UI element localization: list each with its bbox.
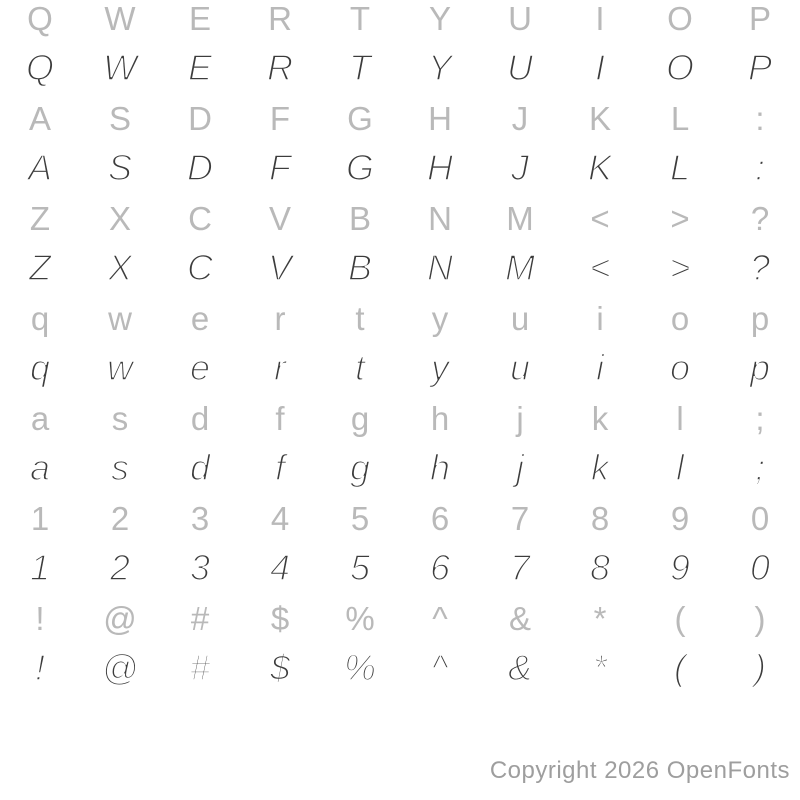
glyph-cell: H: [427, 147, 453, 188]
glyph-cell: D: [187, 147, 213, 188]
glyph-cell: u: [510, 299, 530, 337]
glyph-row-preview-uppercase-home-row: [0, 143, 800, 193]
glyph-cell: 3: [190, 499, 210, 537]
glyph-cell: 5: [350, 499, 370, 537]
glyph-cell: C: [188, 199, 212, 237]
glyph-cell: *: [593, 599, 607, 637]
glyph-cell: >: [669, 247, 691, 288]
copyright-text: Copyright 2026 OpenFonts: [489, 757, 790, 784]
glyph-cell: G: [347, 99, 373, 137]
glyph-cell: y: [431, 347, 449, 388]
glyph-cell: $: [270, 599, 290, 637]
glyph-cell: W: [104, 0, 136, 37]
glyph-cell: 2: [110, 499, 130, 537]
glyph-cell: E: [188, 0, 211, 37]
glyph-row-preview-uppercase-top-row: [0, 43, 800, 93]
glyph-cell: S: [107, 147, 132, 188]
glyph-cell: >: [670, 199, 690, 237]
glyph-cell: s: [111, 447, 129, 488]
glyph-cell: k: [591, 399, 609, 437]
glyph-cell: !: [34, 647, 45, 688]
glyph-cell: 4: [269, 547, 291, 588]
glyph-cell: <: [589, 247, 611, 288]
glyph-cell: V: [267, 247, 292, 288]
glyph-cell: P: [747, 47, 772, 88]
glyph-cell: R: [268, 0, 292, 37]
glyph-cell: C: [187, 247, 213, 288]
glyph-cell: l: [676, 447, 684, 488]
glyph-cell: ^: [431, 647, 449, 688]
glyph-cell: #: [190, 599, 210, 637]
glyph-row-reference-uppercase-bottom-row: [0, 193, 800, 243]
glyph-cell: e: [189, 347, 211, 388]
glyph-row-reference-digits-row: [0, 493, 800, 543]
glyph-row-preview-symbols-row: [0, 643, 800, 693]
glyph-cell: ): [754, 647, 766, 688]
glyph-cell: j: [516, 399, 524, 437]
glyph-cell: 9: [670, 499, 690, 537]
glyph-cell: e: [190, 299, 210, 337]
glyph-cell: @: [103, 599, 137, 637]
glyph-cell: 0: [750, 499, 770, 537]
glyph-cell: p: [750, 299, 770, 337]
glyph-cell: j: [516, 447, 524, 488]
glyph-cell: w: [108, 299, 132, 337]
glyph-cell: g: [350, 399, 370, 437]
glyph-cell: 5: [349, 547, 371, 588]
glyph-cell: M: [506, 199, 534, 237]
glyph-cell: *: [592, 647, 607, 688]
glyph-cell: <: [590, 199, 610, 237]
glyph-cell: h: [430, 399, 450, 437]
glyph-cell: X: [108, 199, 131, 237]
glyph-cell: ;: [755, 399, 765, 437]
glyph-cell: H: [428, 99, 452, 137]
glyph-cell: q: [29, 347, 51, 388]
glyph-cell: :: [754, 147, 765, 188]
glyph-cell: 0: [749, 547, 771, 588]
glyph-cell: w: [107, 347, 133, 388]
glyph-cell: V: [268, 199, 291, 237]
glyph-cell: d: [189, 447, 211, 488]
glyph-cell: k: [591, 447, 609, 488]
glyph-cell: N: [427, 247, 453, 288]
glyph-row-reference-uppercase-home-row: [0, 93, 800, 143]
glyph-cell: 7: [509, 547, 531, 588]
glyph-cell: I: [595, 0, 605, 37]
glyph-row-reference-lowercase-home-row: [0, 393, 800, 443]
glyph-cell: Z: [29, 247, 51, 288]
glyph-cell: u: [509, 347, 531, 388]
glyph-cell: N: [428, 199, 452, 237]
glyph-cell: P: [748, 0, 771, 37]
glyph-cell: O: [667, 0, 693, 37]
glyph-cell: K: [587, 147, 612, 188]
glyph-cell: F: [269, 147, 291, 188]
glyph-cell: U: [508, 0, 532, 37]
glyph-cell: &: [507, 647, 532, 688]
glyph-cell: !: [35, 599, 45, 637]
glyph-cell: i: [596, 299, 604, 337]
glyph-row-reference-symbols-row: [0, 593, 800, 643]
glyph-row-preview-lowercase-top-row: [0, 343, 800, 393]
glyph-cell: s: [111, 399, 129, 437]
glyph-cell: i: [596, 347, 604, 388]
glyph-cell: J: [511, 147, 529, 188]
glyph-cell: O: [665, 47, 694, 88]
glyph-cell: r: [274, 299, 286, 337]
glyph-row-reference-uppercase-top-row: [0, 0, 800, 43]
glyph-cell: Y: [427, 47, 452, 88]
glyph-cell: (: [674, 599, 686, 637]
glyph-cell: L: [669, 147, 691, 188]
glyph-cell: q: [30, 299, 50, 337]
glyph-cell: g: [349, 447, 371, 488]
glyph-cell: o: [670, 299, 690, 337]
glyph-row-reference-lowercase-top-row: [0, 293, 800, 343]
glyph-cell: Q: [27, 0, 53, 37]
glyph-cell: t: [354, 347, 365, 388]
glyph-cell: 6: [430, 499, 450, 537]
glyph-cell: a: [30, 399, 50, 437]
glyph-cell: G: [345, 147, 374, 188]
glyph-cell: 9: [669, 547, 691, 588]
glyph-cell: %: [345, 599, 375, 637]
glyph-cell: 7: [510, 499, 530, 537]
glyph-cell: 8: [589, 547, 611, 588]
glyph-row-preview-digits-row: [0, 543, 800, 593]
glyph-cell: T: [349, 0, 371, 37]
glyph-cell: Z: [29, 199, 51, 237]
glyph-cell: A: [27, 147, 52, 188]
glyph-cell: R: [267, 47, 293, 88]
glyph-cell: f: [274, 447, 285, 488]
glyph-cell: Q: [25, 47, 54, 88]
glyph-cell: @: [101, 647, 139, 688]
glyph-cell: d: [190, 399, 210, 437]
glyph-cell: y: [431, 299, 449, 337]
glyph-cell: X: [107, 247, 132, 288]
glyph-cell: 2: [109, 547, 131, 588]
glyph-cell: F: [269, 99, 291, 137]
glyph-row-preview-uppercase-bottom-row: [0, 243, 800, 293]
glyph-cell: U: [507, 47, 533, 88]
glyph-cell: J: [511, 99, 529, 137]
glyph-cell: A: [28, 99, 51, 137]
glyph-cell: W: [103, 47, 137, 88]
glyph-cell: ?: [750, 199, 770, 237]
glyph-cell: ;: [754, 447, 765, 488]
glyph-cell: h: [429, 447, 451, 488]
glyph-cell: T: [349, 47, 371, 88]
glyph-cell: 3: [189, 547, 211, 588]
glyph-cell: l: [676, 399, 684, 437]
glyph-cell: :: [755, 99, 765, 137]
glyph-cell: Y: [428, 0, 451, 37]
glyph-cell: D: [188, 99, 212, 137]
glyph-cell: &: [508, 599, 531, 637]
glyph-cell: $: [269, 647, 291, 688]
glyph-cell: B: [347, 247, 372, 288]
glyph-cell: p: [749, 347, 771, 388]
glyph-cell: #: [189, 647, 211, 688]
glyph-cell: t: [355, 299, 365, 337]
glyph-cell: 8: [590, 499, 610, 537]
glyph-cell: 4: [270, 499, 290, 537]
glyph-cell: 6: [429, 547, 451, 588]
glyph-cell: r: [274, 347, 286, 388]
glyph-cell: ): [754, 599, 766, 637]
glyph-cell: I: [594, 47, 605, 88]
glyph-cell: ^: [432, 599, 448, 637]
glyph-cell: o: [669, 347, 691, 388]
glyph-row-preview-lowercase-home-row: [0, 443, 800, 493]
glyph-cell: f: [275, 399, 285, 437]
glyph-cell: L: [670, 99, 690, 137]
glyph-cell: K: [588, 99, 611, 137]
glyph-cell: B: [348, 199, 371, 237]
glyph-cell: ?: [749, 247, 771, 288]
glyph-cell: E: [187, 47, 212, 88]
glyph-cell: (: [674, 647, 686, 688]
glyph-cell: a: [29, 447, 51, 488]
glyph-cell: 1: [30, 499, 50, 537]
glyph-cell: S: [108, 99, 131, 137]
glyph-cell: 1: [29, 547, 51, 588]
glyph-cell: M: [505, 247, 535, 288]
glyph-cell: %: [343, 647, 376, 688]
